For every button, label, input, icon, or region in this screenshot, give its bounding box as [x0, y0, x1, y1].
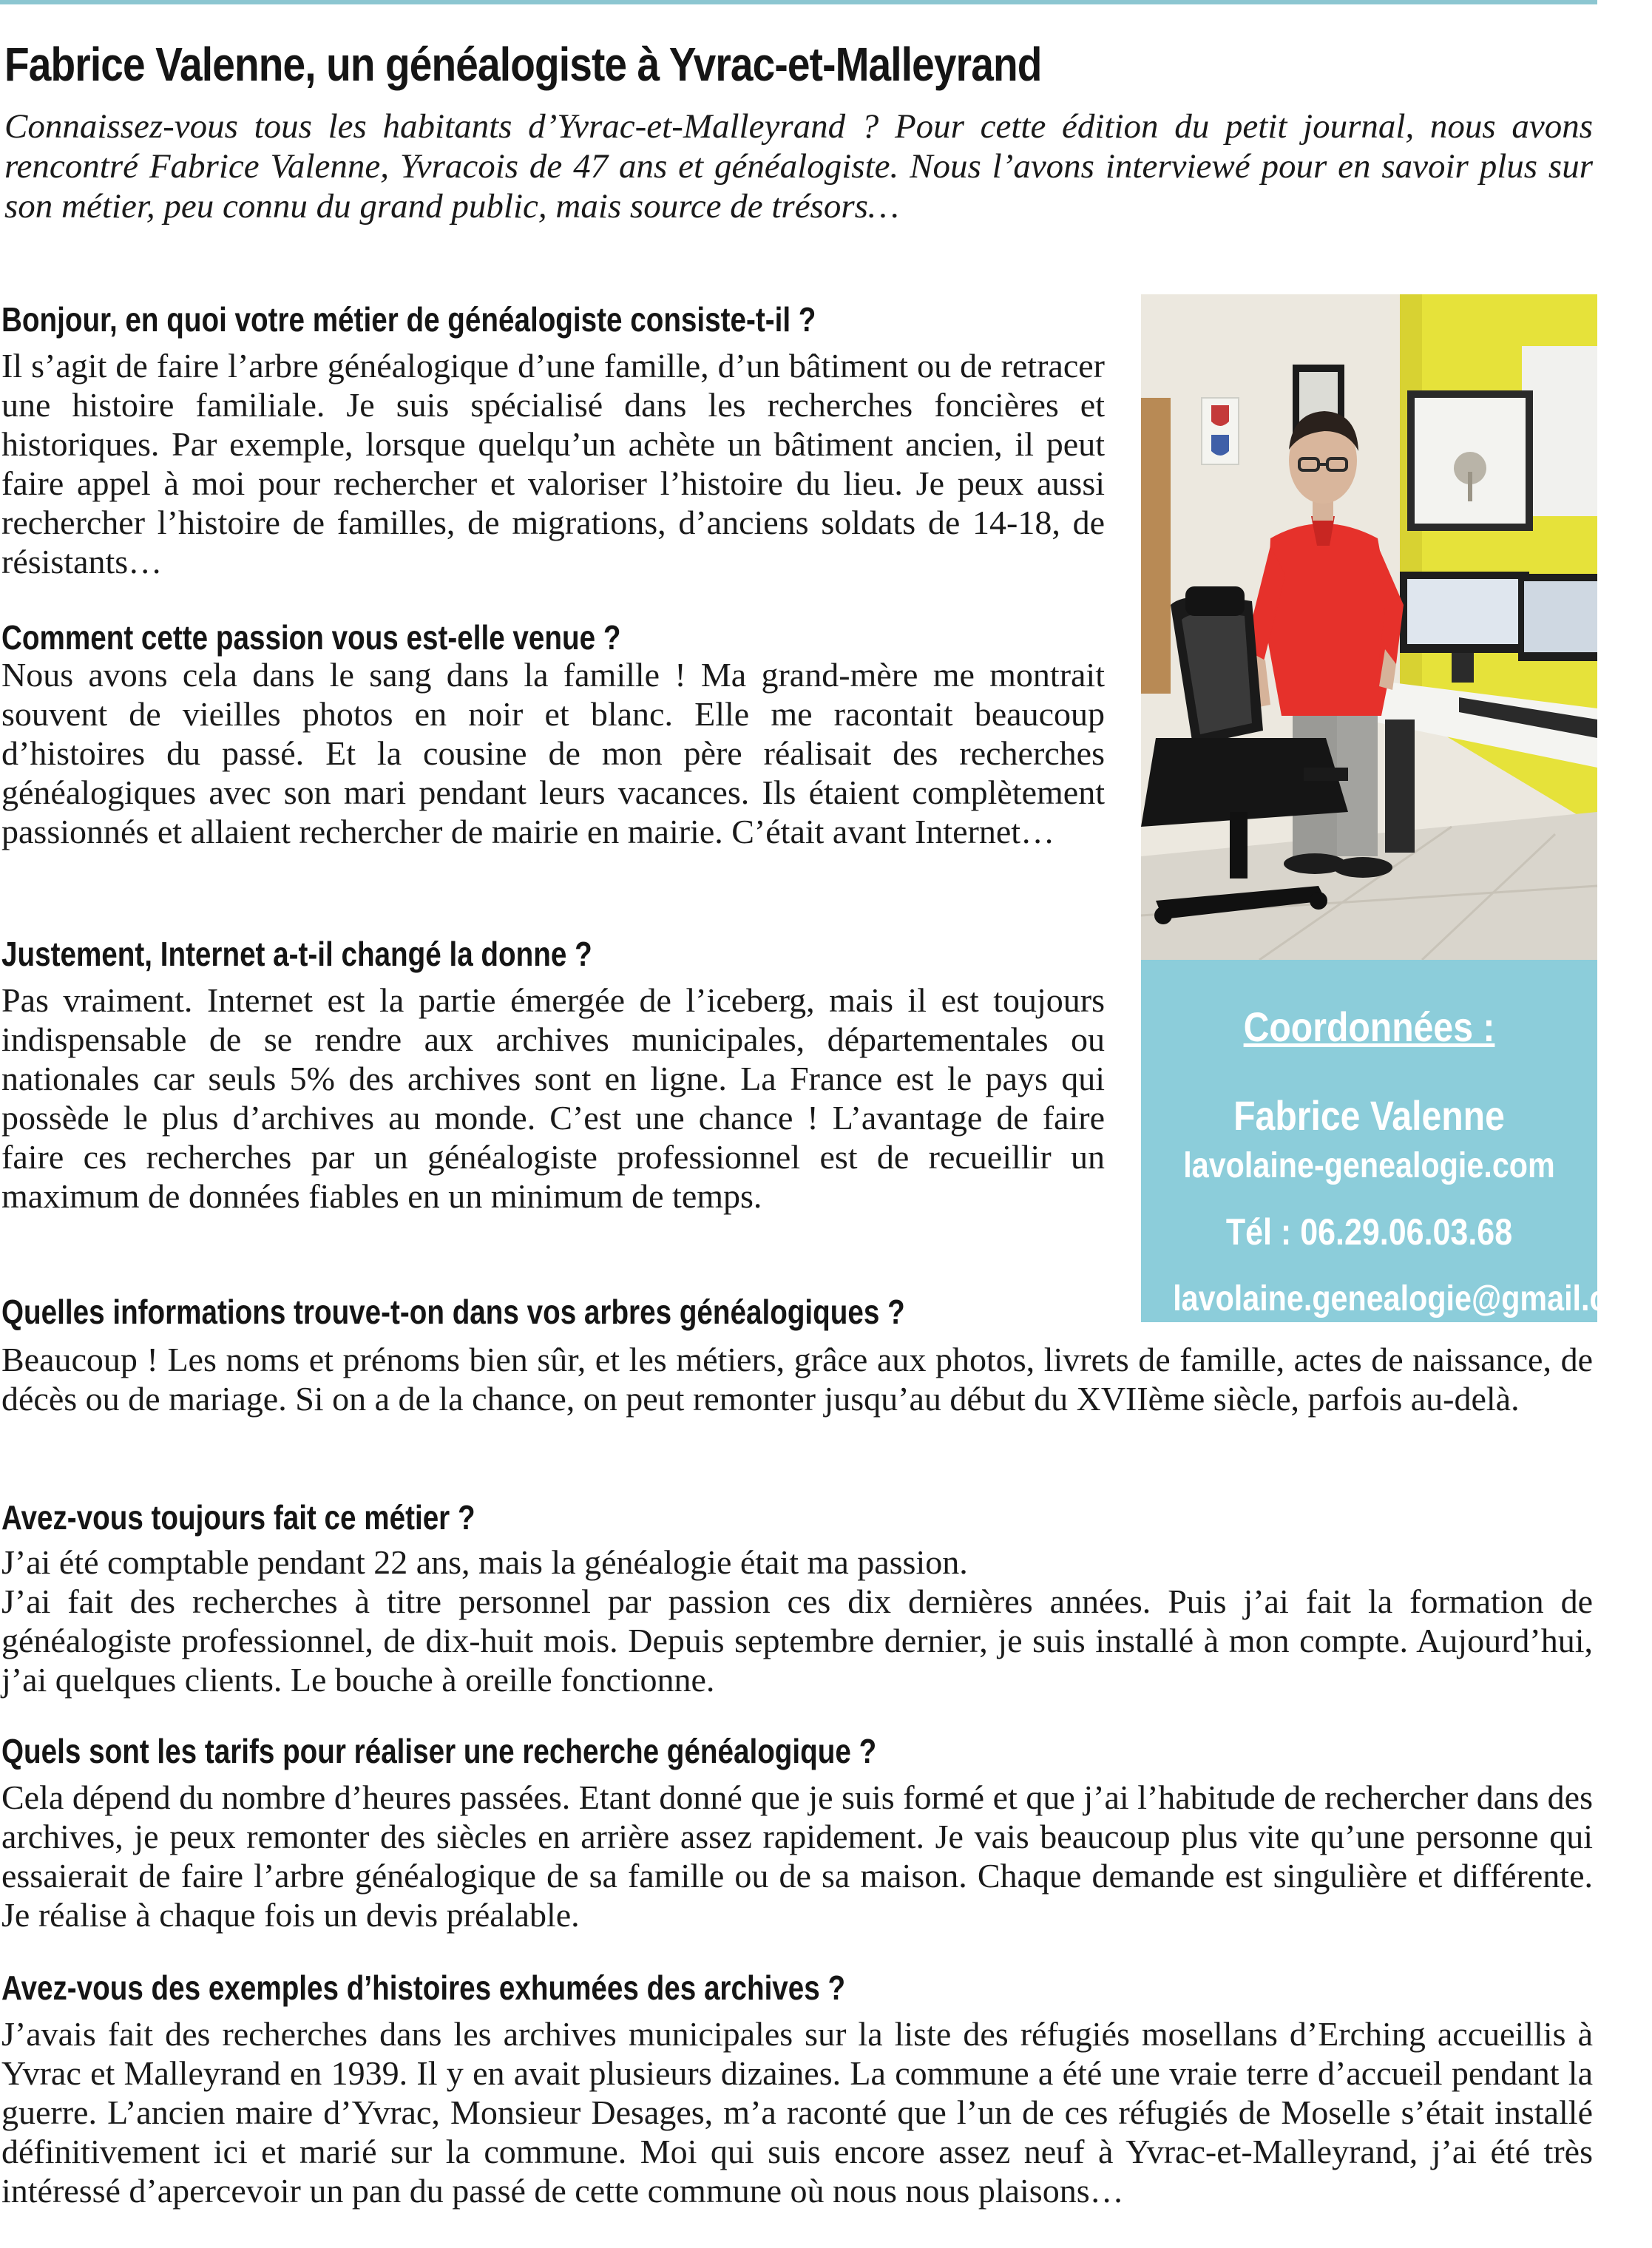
question-5: Avez-vous toujours fait ce métier ?: [1, 1498, 475, 1537]
answer-4: [1, 1340, 1593, 1418]
question-2: Comment cette passion vous est-elle venue ?: [1, 618, 621, 657]
question-6: Quels sont les tarifs pour réaliser une recherche généalogique ?: [1, 1732, 877, 1770]
portrait-photo: [1141, 294, 1597, 960]
answer-1: [1, 346, 1105, 581]
answer-1-paragraph: Il s’agit de faire l’arbre généalogique d’une famille, d’un bâtiment ou de retracer une histoire familiale. Je suis spécialisé dans les recherches foncières et historiques. Par exemple, lorsque quelqu’un achète un bâtiment ancien, il peut faire appel à moi pour rechercher et valoriser l’histoire du lieu. Je peux aussi rechercher l’histoire de familles, de migrations, d’anciens soldats de 14-18, de résistants…: [1, 347, 1105, 580]
article-title: Fabrice Valenne, un généalogiste à Yvrac-et-Malleyrand: [4, 38, 1042, 91]
contact-box: [1141, 960, 1652, 1322]
question-1: Bonjour, en quoi votre métier de généalogiste consiste-t-il ?: [1, 300, 816, 339]
question-3: Justement, Internet a-t-il changé la donne ?: [1, 935, 592, 973]
answer-2: [1, 655, 1105, 851]
contact-name: Fabrice Valenne: [1233, 1092, 1505, 1139]
contact-phone: Tél : 06.29.06.03.68: [1225, 1211, 1513, 1253]
answer-6-paragraph: Cela dépend du nombre d’heures passées. Etant donné que je suis formé et que j’ai l’habitude de rechercher dans des archives, je peux remonter des siècles en arrière assez rapidement. Je vais beaucoup plus vite qu’une personne qui essaierait de faire l’arbre généalogique de sa famille ou de sa maison. Chaque demande est singulière et différente. Je réalise à chaque fois un devis préalable.: [1, 1778, 1593, 1934]
answer-2-paragraph: Nous avons cela dans le sang dans la famille ! Ma grand-mère me montrait souvent de vieilles photos en noir et blanc. Elle me racontait beaucoup d’histoires du passé. Et la cousine de mon père réalisait des recherches généalogiques avec son mari pendant leurs vacances. Ils étaient complètement passionnés et allaient rechercher de mairie en mairie. C’était avant Internet…: [1, 656, 1105, 850]
answer-5-paragraph-2: J’ai fait des recherches à titre personnel par passion ces dix dernières années. Puis j’ai fait la formation de généalogiste professionnel, de dix-huit mois. Depuis septembre dernier, je suis installé à mon compte. Aujourd’hui, j’ai quelques clients. Le bouche à oreille fonctionne.: [1, 1582, 1593, 1699]
answer-3: [1, 981, 1105, 1216]
article-intro: Connaissez-vous tous les habitants d’Yvrac-et-Malleyrand ? Pour cette édition du petit journal, nous avons rencontré Fabrice Valenne, Yvracois de 47 ans et généalogiste. Nous l’avons interviewé pour en savoir plus sur son métier, peu connu du grand public, mais source de trésors…: [4, 107, 1593, 226]
answer-7-paragraph: J’avais fait des recherches dans les archives municipales sur la liste des réfugiés mosellans d’Erching accueillis à Yvrac et Malleyrand en 1939. Il y en avait plusieurs dizaines. La commune a été une vraie terre d’accueil pendant la guerre. L’ancien maire d’Yvrac, Monsieur Desages, m’a raconté que l’un de ces réfugiés de Moselle s’était installé définitivement ici et marié sur la commune. Moi qui suis encore assez neuf à Yvrac-et-Malleyrand, j’ai été très intéressé d’apercevoir un pan du passé de cette commune où nous nous plaisons…: [1, 2015, 1593, 2210]
contact-website[interactable]: lavolaine-genealogie.com: [1183, 1146, 1555, 1185]
answer-5-paragraph-1: J’ai été comptable pendant 22 ans, mais la généalogie était ma passion.: [1, 1543, 968, 1581]
answer-3-paragraph: Pas vraiment. Internet est la partie émergée de l’iceberg, mais il est toujours indispensable de se rendre aux archives municipales, départementales ou nationales car seuls 5% des archives sont en ligne. La France est le pays qui possède le plus d’archives au monde. C’est une chance ! L’avantage de faire faire ces recherches par un généalogiste professionnel est de recueillir un maximum de données fiables en un minimum de temps.: [1, 981, 1105, 1215]
contact-heading: Coordonnées :: [1243, 1003, 1495, 1050]
answer-6: [1, 1778, 1593, 1934]
question-4: Quelles informations trouve-t-on dans vos arbres généalogiques ?: [1, 1293, 905, 1331]
contact-email[interactable]: lavolaine.genealogie@gmail.com: [1173, 1279, 1652, 1318]
answer-5: [1, 1543, 1593, 1699]
answer-7: [1, 2014, 1593, 2210]
answer-4-paragraph: Beaucoup ! Les noms et prénoms bien sûr, et les métiers, grâce aux photos, livrets de famille, actes de naissance, de décès ou de mariage. Si on a de la chance, on peut remonter jusqu’au début du XVIIème siècle, parfois au-delà.: [1, 1341, 1593, 1418]
man-in-red-polo-at-desk-icon: [1141, 294, 1597, 960]
question-7: Avez-vous des exemples d’histoires exhumées des archives ?: [1, 1968, 846, 2007]
